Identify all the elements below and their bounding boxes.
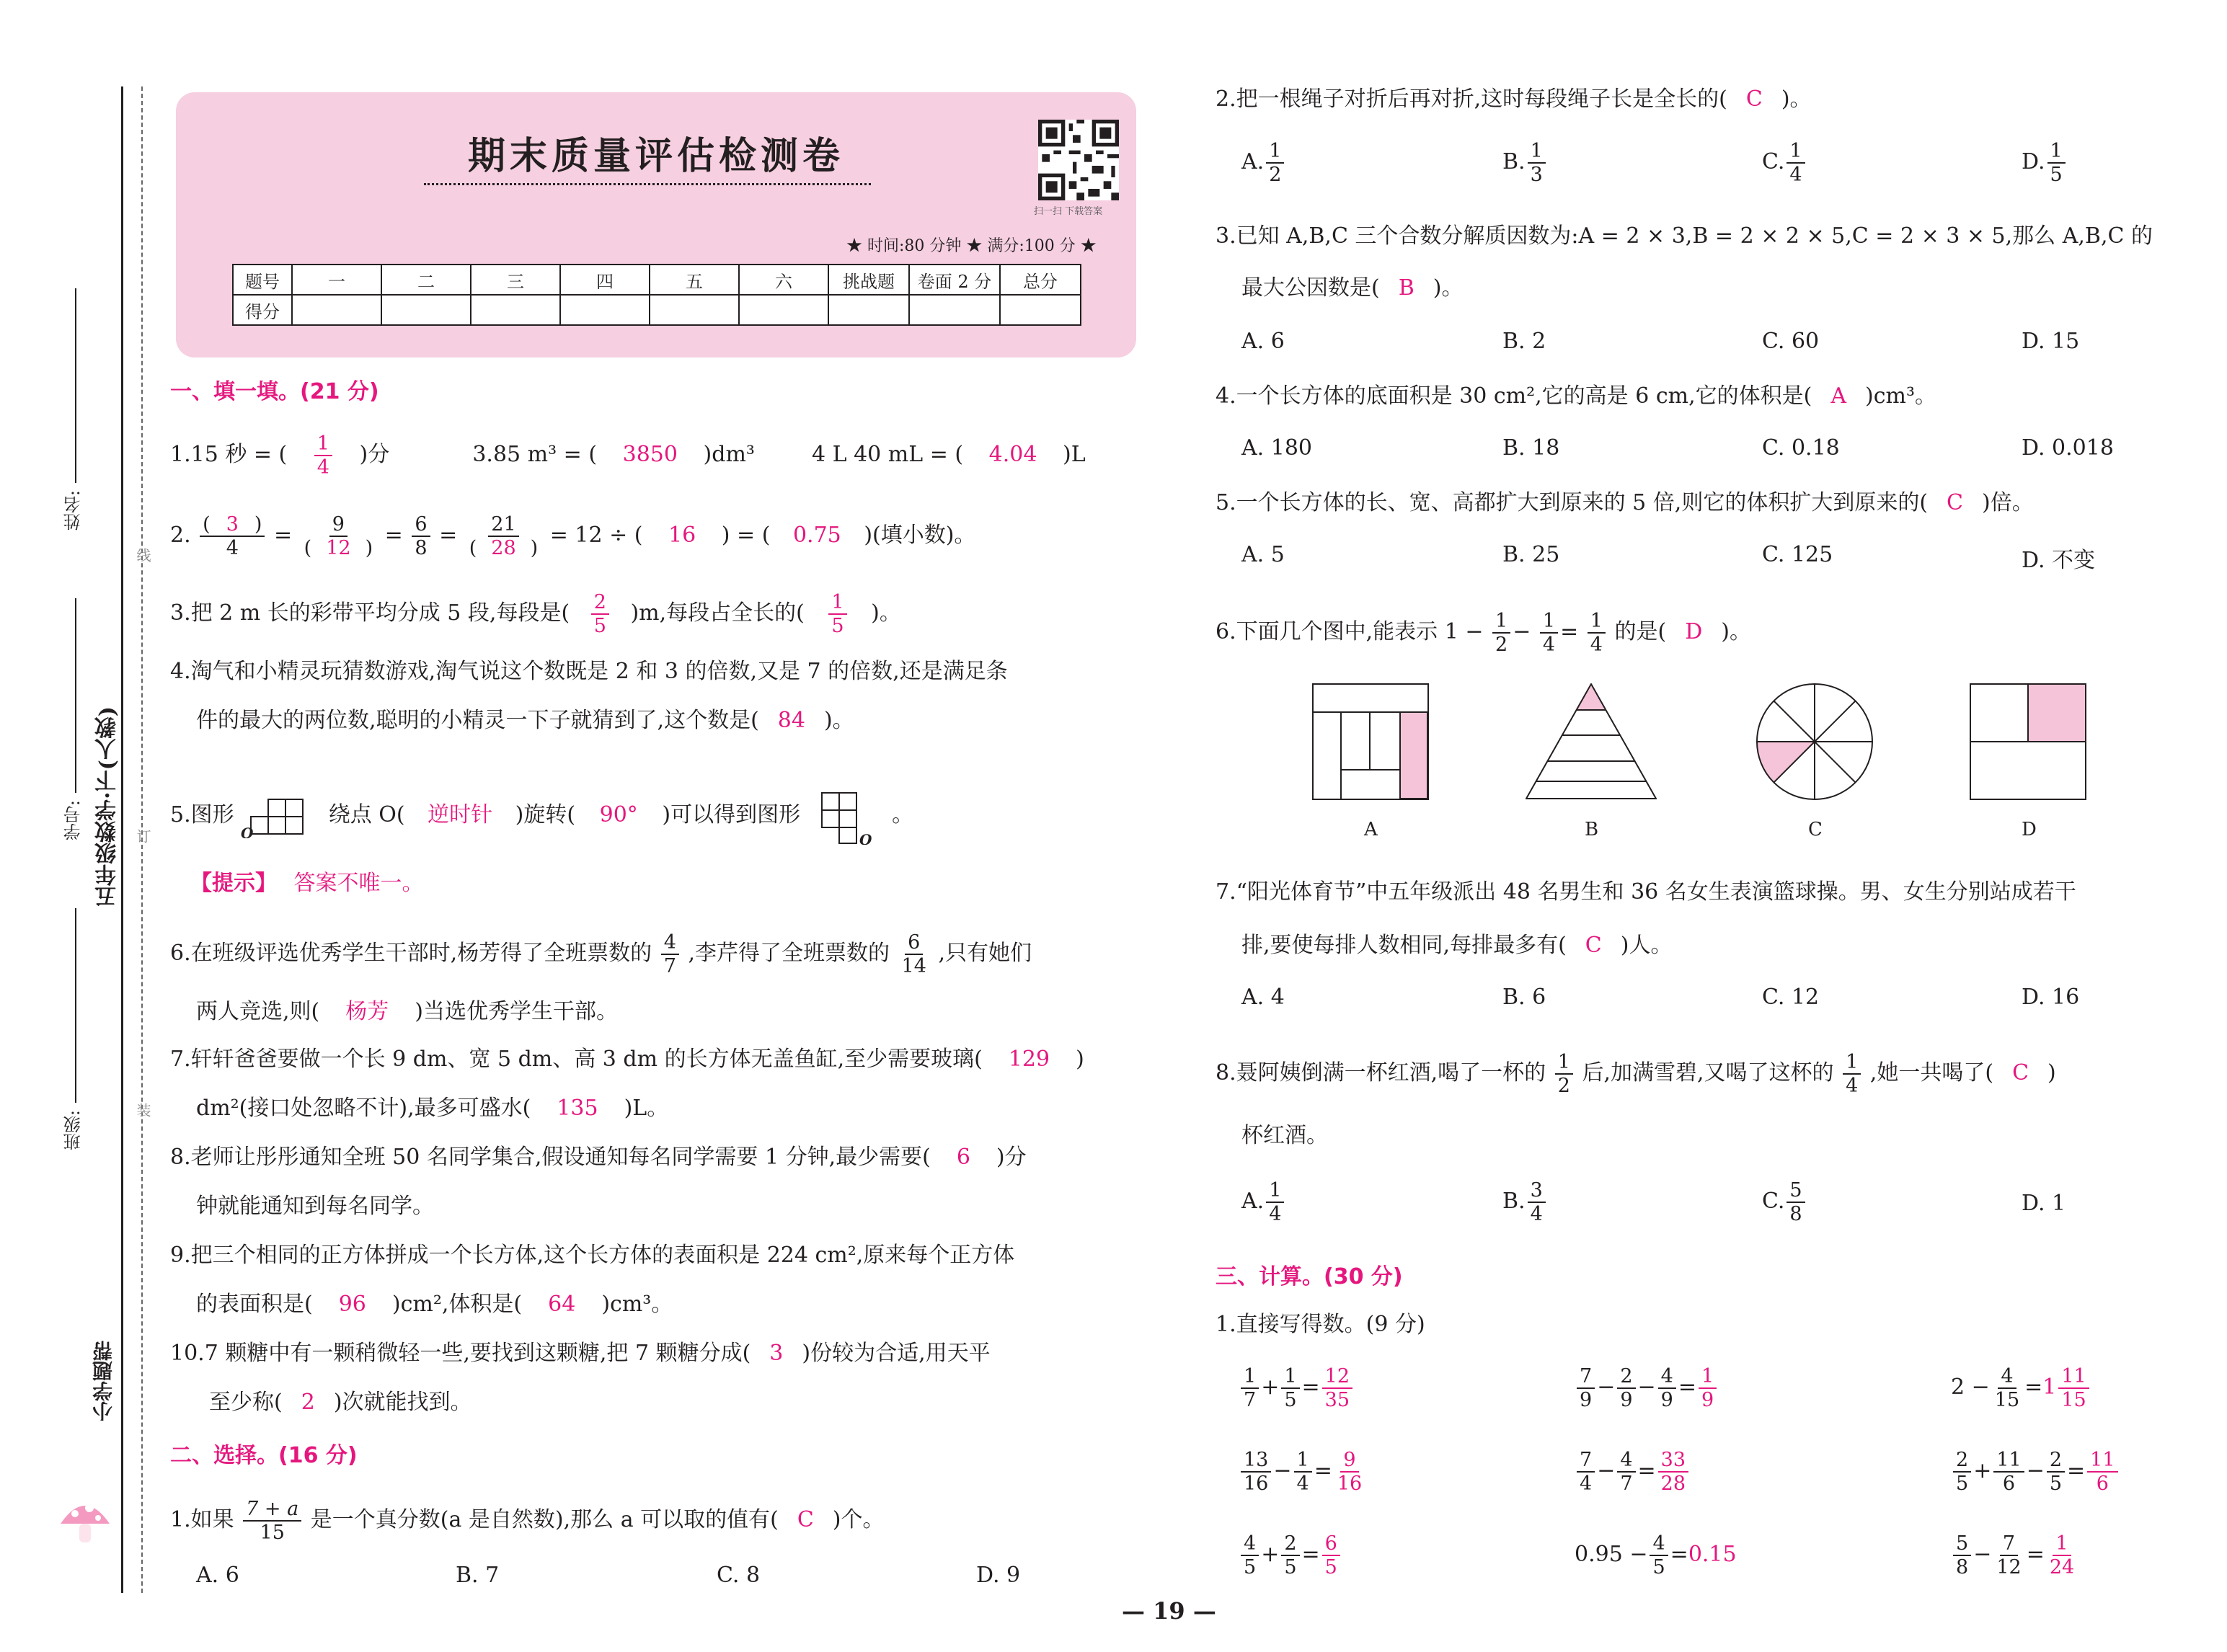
s2-q2-option-a[interactable]: A. $\frac{1}{2}$ [1241,140,1286,186]
s2-q2: 2.把一根绳子对折后再对折,这时每段绳子长是全长的( C )。 [1216,86,1812,112]
s1-q9-line1: 9.把三个相同的正方体拼成一个长方体,这个长方体的表面积是 224 cm²,原来每个正方体 [170,1243,1015,1268]
s2-q3-line2: 最大公因数是( B )。 [1241,275,1464,301]
fraction: $\frac{( 3 )}{4}$ [200,513,265,559]
s2-q7-option-a[interactable]: A. 4 [1241,985,1285,1010]
s2-q8-line2: 杯红酒。 [1241,1123,1328,1148]
s2-q5-option-a[interactable]: A. 5 [1241,542,1285,567]
s2-q4-option-c[interactable]: C. 0.18 [1762,435,1840,461]
s1-q8-line2: 钟就能通知到每名同学。 [196,1194,434,1219]
s2-q4-option-b[interactable]: B. 18 [1502,435,1560,461]
calc-r3c1: $\frac{4}{5}$ + $\frac{2}{5}$ = $\frac{6}{5}$ [1239,1532,1342,1578]
page-number: — 19 — [1122,1597,1216,1625]
score-table [232,264,1081,326]
mushroom-logo [56,1492,114,1550]
s1-q4-line2: 件的最大的两位数,聪明的小精灵一下子就猜到了,这个数是( 84 )。 [196,708,854,733]
s1-q8-line1: 8.老师让彤彤通知全班 50 名同学集合,假设通知每名同学需要 1 分钟,最少需要( 6 )分 [170,1145,1027,1170]
s1-q4-line1: 4.淘气和小精灵玩猜数游戏,淘气说这个数既是 2 和 3 的倍数,又是 7 的倍数,还是满足条 [170,659,1008,684]
exam-header [176,92,1136,358]
s2-q8-option-a[interactable]: A. $\frac{1}{4}$ [1241,1179,1286,1225]
s1-q7-line1: 7.轩轩爸爸要做一个长 9 dm、宽 5 dm、高 3 dm 的长方体无盖鱼缸,至少需要玻璃( 129 ) [170,1047,1084,1072]
name-field[interactable] [75,288,76,483]
name-label: 姓名: [63,490,84,531]
s2-q8-option-c[interactable]: C. $\frac{5}{8}$ [1762,1179,1807,1225]
score-cell: 总分 [1000,265,1081,295]
score-input[interactable] [909,295,1000,325]
figure-d[interactable] [1970,683,2086,800]
class-label: 班级: [63,1110,84,1151]
s2-q3-option-d[interactable]: D. 15 [2022,329,2080,354]
score-table-score-row [233,295,1081,325]
score-table-header-row [233,265,1081,295]
calc-r1c2: $\frac{7}{9}$ − $\frac{2}{9}$ − $\frac{4}{9}$ = $\frac{1}{9}$ [1575,1365,1719,1411]
section-2-heading: 二、选择。(16 分) [170,1443,358,1468]
calc-r3c2: 0.95 − $\frac{4}{5}$ =0.15 [1575,1532,1737,1578]
qr-caption: 扫一扫 下载答案 [1034,206,1103,217]
shape-rotated-icon [807,787,874,845]
answer-fraction: $\frac{2}{5}$ [591,591,609,637]
fraction: $\frac{4}{7}$ [661,931,679,977]
figure-b[interactable] [1526,683,1657,800]
section-3-heading: 三、计算。(30 分) [1216,1264,1403,1289]
score-cell: 三 [471,265,560,295]
exam-meta: ★ 时间:80 分钟 ★ 满分:100 分 ★ [846,237,1097,255]
number-label: 学号: [63,800,84,841]
brand-label: 小学题帮 [92,1341,115,1421]
s1-q9-line2: 的表面积是( 96 )cm²,体积是( 64 )cm³。 [196,1292,673,1317]
calc-r1c3: 2 − $\frac{4}{15}$ =1 $\frac{11}{15}$ [1951,1365,2091,1411]
binding-mark-zhuang: 装 [134,1103,151,1117]
s2-q1-option-d[interactable]: D. 9 [976,1563,1021,1588]
fraction: $\frac{9}{( 12 )}$ [304,513,373,559]
svg-text:O: O [859,831,872,845]
figure-b-label: B [1585,819,1599,840]
s2-q3-option-b[interactable]: B. 2 [1502,329,1546,354]
section-1-heading: 一、填一填。(21 分) [170,379,379,404]
shape-original-icon [241,794,322,838]
s1-hint: 【提示】 答案不唯一。 [190,871,424,896]
score-input[interactable] [471,295,560,325]
answer-fraction: $\frac{1}{4}$ [314,432,332,479]
s2-q1-option-a[interactable]: A. 6 [196,1563,239,1588]
s2-q5-option-d[interactable]: D. 不变 [2022,548,2096,573]
s2-q1-option-b[interactable]: B. 7 [456,1563,500,1588]
s2-q8-line1: 8.聂阿姨倒满一杯红酒,喝了一杯的 $\frac{1}{2}$ 后,加满雪碧,又喝了这杯的 $\frac{1}{4}$ ,她一共喝了( C ) [1216,1051,2056,1097]
score-cell: 挑战题 [828,265,909,295]
score-cell: 四 [560,265,650,295]
answer-text: 3850 [622,442,678,467]
s2-q1: 1.如果 $\frac{7 + a}{15}$ 是一个真分数(a 是自然数),那么 a 可以取的值有( C )个。 [170,1498,885,1544]
figure-a[interactable] [1312,683,1429,800]
s2-q7-line1: 7.“阳光体育节”中五年级派出 48 名男生和 36 名女生表演篮球操。男、女生分别站成若干 [1216,879,2076,905]
svg-text:O: O [241,825,254,838]
score-input[interactable] [560,295,650,325]
figure-c-label: C [1808,819,1823,840]
answer-text: 4.04 [988,442,1037,467]
s2-q6: 6.下面几个图中,能表示 1 − $\frac{1}{2}$ − $\frac{1}{4}$ = $\frac{1}{4}$ 的是( D )。 [1216,610,1751,656]
s2-q7-option-d[interactable]: D. 16 [2022,985,2080,1010]
binding-mark-xian: 线 [134,548,151,562]
s1-q7-line2: dm²(接口处忽略不计),最多可盛水( 135 )L。 [196,1096,669,1121]
s2-q2-option-c[interactable]: C. $\frac{1}{4}$ [1762,140,1807,186]
number-field[interactable] [75,598,76,793]
figure-d-label: D [2022,819,2037,840]
calc-r2c1: $\frac{13}{16}$ − $\frac{1}{4}$ = $\frac{9}{16}$ [1239,1449,1367,1495]
s2-q5-option-c[interactable]: C. 125 [1762,542,1833,567]
calc-r1c1: $\frac{1}{7}$ + $\frac{1}{5}$ = $\frac{12}{35}$ [1239,1365,1355,1411]
score-cell: 二 [381,265,471,295]
s2-q3-option-a[interactable]: A. 6 [1241,329,1285,354]
s2-q7-option-c[interactable]: C. 12 [1762,985,1820,1010]
score-input[interactable] [381,295,471,325]
s1-q6-line2: 两人竞选,则( 杨芳 )当选优秀学生干部。 [196,999,618,1024]
book-title: 五年级数学·下(人教) [95,706,120,907]
score-cell: 六 [739,265,828,295]
s2-q4: 4.一个长方体的底面积是 30 cm²,它的高是 6 cm,它的体积是( A )cm³。 [1216,383,1936,409]
s2-q2-option-b[interactable]: B. $\frac{1}{3}$ [1502,140,1548,186]
s2-q7-line2: 排,要使每排人数相同,每排最多有( C )人。 [1241,933,1673,958]
s1-q6-line1: 6.在班级评选优秀学生干部时,杨芳得了全班票数的 $\frac{4}{7}$ ,李芹得了全班票数的 $\frac{6}{14}$ ,只有她们 [170,931,1032,977]
score-input[interactable] [739,295,828,325]
s2-q5-option-b[interactable]: B. 25 [1502,542,1560,567]
score-cell: 得分 [233,295,292,325]
s2-q8-option-b[interactable]: B. $\frac{3}{4}$ [1502,1179,1548,1225]
score-input[interactable] [1000,295,1081,325]
fraction: $\frac{6}{8}$ [412,513,430,559]
figure-c[interactable] [1756,683,1873,800]
s2-q4-option-d[interactable]: D. 0.018 [2022,435,2114,461]
binding-mark-ding: 订 [134,829,151,843]
s2-q2-option-d[interactable]: D. $\frac{1}{5}$ [2022,140,2068,186]
s2-q1-option-c[interactable]: C. 8 [717,1563,761,1588]
calc-r2c3: $\frac{2}{5}$ + $\frac{11}{6}$ − $\frac{2}{5}$ = $\frac{11}{6}$ [1951,1449,2120,1495]
score-cell: 卷面 2 分 [909,265,1000,295]
calc-r3c3: $\frac{5}{8}$ − $\frac{7}{12}$ = $\frac{1}{24}$ [1951,1532,2079,1578]
class-field[interactable] [75,908,76,1103]
fraction: $\frac{6}{14}$ [901,931,926,977]
s2-q7-option-b[interactable]: B. 6 [1502,985,1546,1010]
s1-q5: 5.图形 O 绕点 O( 逆时针 )旋转( 90° )可以得到图形 O 。 [170,787,913,845]
score-input[interactable] [650,295,739,325]
s2-q4-option-a[interactable]: A. 180 [1241,435,1312,461]
s1-q10-line1: 10.7 颗糖中有一颗稍微轻一些,要找到这颗糖,把 7 颗糖分成( 3 )份较为合适,用天平 [170,1341,991,1366]
s2-q3-option-c[interactable]: C. 60 [1762,329,1820,354]
s2-q5: 5.一个长方体的长、宽、高都扩大到原来的 5 倍,则它的体积扩大到原来的( C )倍。 [1216,490,2034,515]
calc-r2c2: $\frac{7}{4}$ − $\frac{4}{7}$ = $\frac{33}{28}$ [1575,1449,1691,1495]
figure-a-label: A [1364,819,1378,840]
fraction: $\frac{21}{( 28 )}$ [469,513,539,559]
score-cell: 一 [292,265,381,295]
title-underline [424,183,871,185]
s2-q3-line1: 3.已知 A,B,C 三个合数分解质因数为:A = 2 × 3,B = 2 × 2 × 5,C = 2 × 3 × 5,那么 A,B,C 的 [1216,223,2153,249]
score-input[interactable] [828,295,909,325]
s1-q3: 3.把 2 m 长的彩带平均分成 5 段,每段是( $\frac{2}{5}$ )m,每段占全长的( $\frac{1}{5}$ )。 [170,591,901,637]
fraction: $\frac{7 + a}{15}$ [243,1498,301,1544]
s1-q10-line2: 至少称( 2 )次就能找到。 [209,1390,472,1415]
score-input[interactable] [292,295,381,325]
answer-fraction: $\frac{1}{5}$ [828,591,846,637]
s3-sub1: 1.直接写得数。(9 分) [1216,1312,1425,1337]
s1-q2: 2. $\frac{( 3 )}{4}$ = $\frac{9}{( 12 )}$ = $\frac{6}{8}$ = $\frac{21}{( 28 )}$ = 12 ÷ ( 16 ) = ( 0.75 )(填小数)。 [170,513,976,559]
score-cell: 题号 [233,265,292,295]
s2-q8-option-d[interactable]: D. 1 [2022,1191,2066,1216]
exam-title: 期末质量评估检测卷 [467,134,844,178]
score-cell: 五 [650,265,739,295]
qr-code-icon[interactable] [1038,120,1119,200]
s1-q1: 1.15 秒 = ( $\frac{1}{4}$ )分 3.85 m³ = ( 3850 )dm³ 4 L 40 mL = ( 4.04 )L [170,432,1086,479]
